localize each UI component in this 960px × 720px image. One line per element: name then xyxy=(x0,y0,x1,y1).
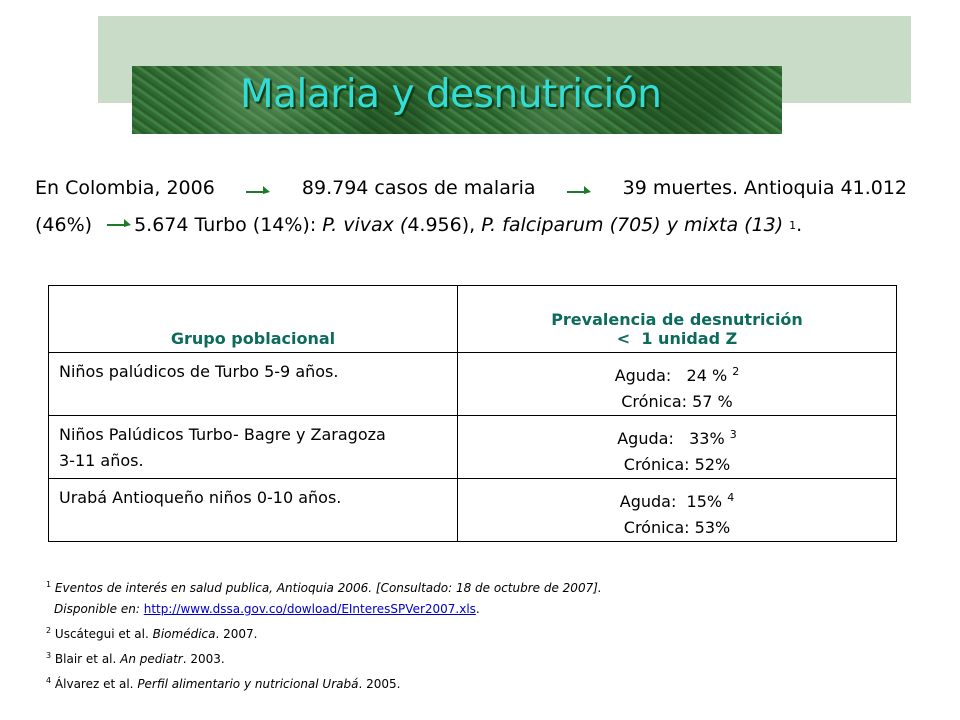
cronica-value: Crónica: 57 % xyxy=(621,392,733,411)
aguda-text: Aguda: 15% xyxy=(619,492,723,511)
footnote-link[interactable]: http://www.dssa.gov.co/dowload/EInteresSPVer2007.xls xyxy=(143,602,476,616)
footnote-number: 4 xyxy=(46,676,52,685)
footnote-text: . 2007. xyxy=(215,627,258,641)
aguda-text: Aguda: 24 % xyxy=(614,366,728,385)
footnote-text: . xyxy=(475,602,480,616)
intro-text-2d: 4.956), xyxy=(407,214,482,236)
grupo-text-line2: 3-11 años. xyxy=(59,451,144,470)
intro-text-2a: (46%) xyxy=(35,214,93,236)
cell-prevalencia xyxy=(458,479,897,542)
intro-text-2c: P. vivax ( xyxy=(322,214,408,236)
cronica-value: Crónica: 53% xyxy=(623,518,731,537)
arrow-right-icon xyxy=(106,207,132,244)
footnote-number: 2 xyxy=(46,626,52,635)
arrow-right-icon xyxy=(245,170,271,207)
footnote-ref: 3 xyxy=(729,428,737,441)
footnote-4 xyxy=(46,670,602,695)
footnote-text: . 2005. xyxy=(358,677,401,691)
intro-line-1 xyxy=(35,170,907,207)
aguda-value xyxy=(468,485,886,515)
cell-prevalencia xyxy=(458,353,897,416)
intro-text-1c: 39 muertes. Antioquia 41.012 xyxy=(622,177,907,199)
footnote-text: Disponible en: xyxy=(54,602,144,616)
header-grupo: Grupo poblacional xyxy=(49,286,458,353)
intro-line-2 xyxy=(35,207,907,244)
header-prevalencia-line2: < 1 unidad Z xyxy=(616,329,738,348)
slide-title: Malaria y desnutrición xyxy=(240,72,662,117)
header-prevalencia xyxy=(458,286,897,353)
footnote-1-link-line xyxy=(46,599,602,620)
cronica-value: Crónica: 52% xyxy=(623,455,731,474)
footnotes xyxy=(46,574,602,695)
title-banner xyxy=(132,66,782,134)
cell-prevalencia xyxy=(458,416,897,479)
footnote-text: . 2003. xyxy=(182,652,225,666)
cell-grupo xyxy=(49,416,458,479)
grupo-text: Niños Palúdicos Turbo- Bagre y Zaragoza xyxy=(59,425,386,444)
footnote-text: Uscátegui et al. xyxy=(54,627,153,641)
footnote-ref: 2 xyxy=(732,365,740,378)
footnote-number: 3 xyxy=(46,651,52,660)
aguda-value xyxy=(468,422,886,452)
footnote-journal: An pediatr xyxy=(120,652,183,666)
intro-text-2e: P. falciparum (705) y mixta (13) xyxy=(481,214,784,236)
grupo-text: Urabá Antioqueño niños 0-10 años. xyxy=(59,488,342,507)
intro-text-1a: En Colombia, 2006 xyxy=(35,177,215,199)
aguda-text: Aguda: 33% xyxy=(617,429,725,448)
table-row xyxy=(49,353,897,416)
grupo-text: Niños palúdicos de Turbo 5-9 años. xyxy=(59,362,339,381)
intro-text-1b: 89.794 casos de malaria xyxy=(301,177,536,199)
footnote-1 xyxy=(46,574,602,599)
footnote-ref: 4 xyxy=(727,491,735,504)
table-row xyxy=(49,479,897,542)
table-row xyxy=(49,416,897,479)
aguda-value xyxy=(468,359,886,389)
footnote-text: Álvarez et al. xyxy=(54,677,138,691)
intro-text-2b: 5.674 Turbo (14%): xyxy=(134,214,323,236)
table-header-row xyxy=(49,286,897,353)
prevalence-table xyxy=(48,285,897,542)
footnote-3 xyxy=(46,645,602,670)
cell-grupo xyxy=(49,353,458,416)
arrow-right-icon xyxy=(566,170,592,207)
intro-text-end: . xyxy=(796,214,803,236)
footnote-text: Blair et al. xyxy=(54,652,121,666)
intro-paragraph xyxy=(35,170,907,244)
footnote-ref: 1 xyxy=(789,219,797,232)
footnote-text: Eventos de interés en salud publica, Antioquia 2006. [Consultado: 18 de octubre de 2007]. xyxy=(54,581,602,595)
footnote-2 xyxy=(46,620,602,645)
footnote-number: 1 xyxy=(46,580,52,589)
footnote-journal: Perfil alimentario y nutricional Urabá xyxy=(137,677,359,691)
cell-grupo xyxy=(49,479,458,542)
header-prevalencia-line1: Prevalencia de desnutrición xyxy=(551,310,803,329)
footnote-journal: Biomédica xyxy=(152,627,216,641)
